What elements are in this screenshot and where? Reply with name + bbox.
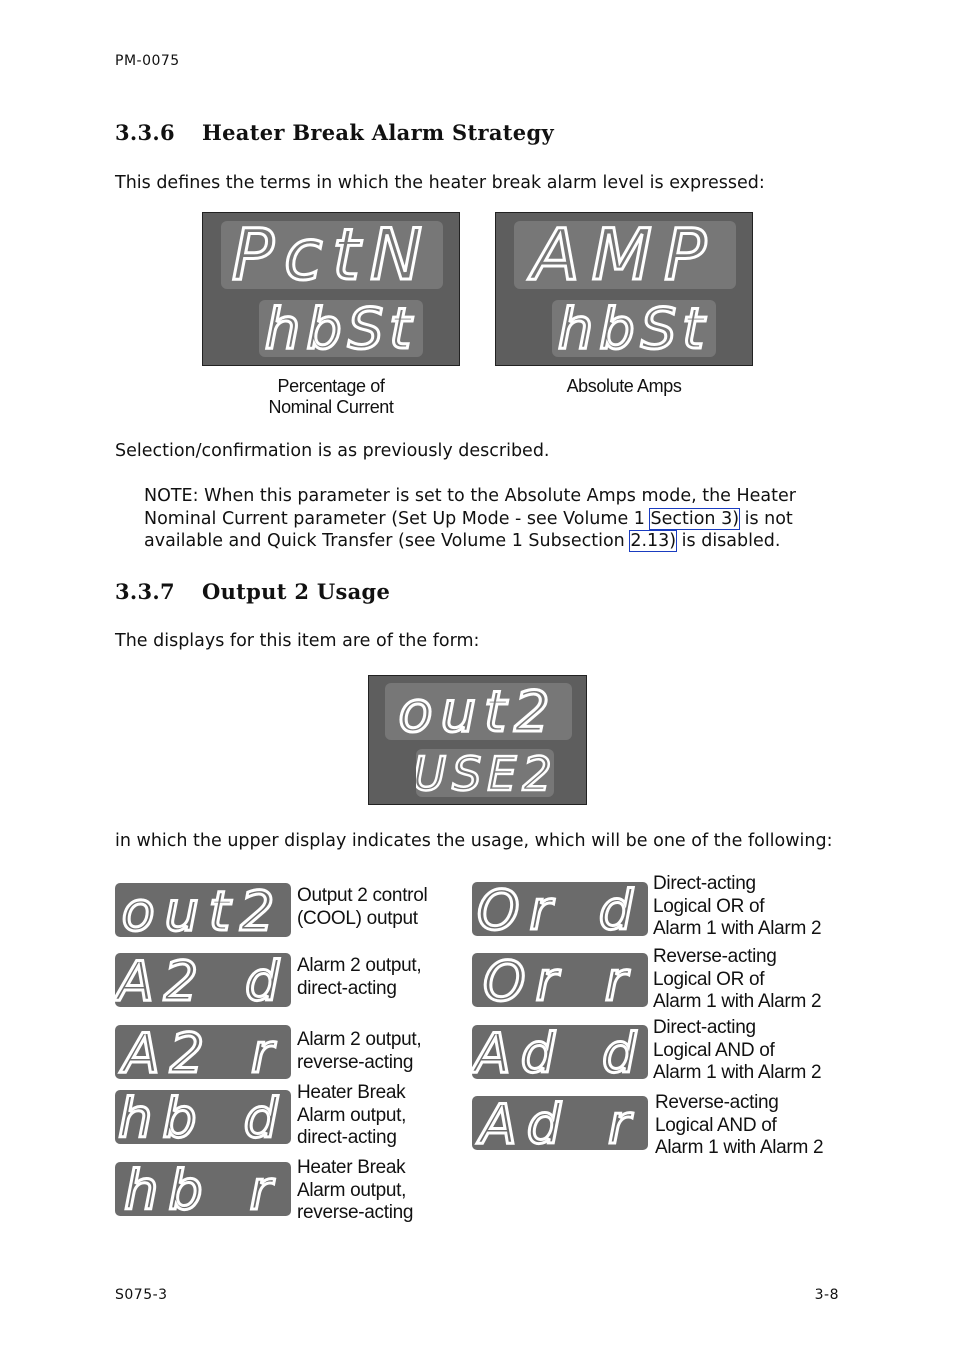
upper-display-window	[221, 221, 443, 289]
description-line: reverse-acting	[297, 1051, 414, 1073]
seven-segment-readout	[416, 749, 554, 797]
description-line: Logical OR of	[653, 968, 765, 990]
code-chip-a2-r	[115, 1025, 291, 1079]
description-line: (COOL) output	[297, 907, 418, 929]
section-number: 3.3.6	[115, 120, 175, 145]
description-line: Logical AND of	[655, 1114, 777, 1136]
section-title: Heater Break Alarm Strategy	[202, 120, 554, 145]
note-text: NOTE: When this parameter is set to the Absolute Amps mode, the Heater Nominal Current parameter (Set Up Mode - see Volume 1	[144, 486, 796, 529]
code-chip-or-d	[472, 882, 648, 936]
note-paragraph	[144, 485, 814, 553]
section-intro-paragraph: The displays for this item are of the form:	[115, 631, 480, 651]
upper-display-window	[385, 683, 572, 740]
option-description	[653, 1017, 821, 1085]
caption-line: Percentage of	[277, 376, 385, 396]
seven-segment-readout	[221, 221, 443, 289]
description-line: Direct-acting	[653, 873, 756, 894]
lower-display-window	[416, 749, 554, 797]
option-description	[653, 946, 821, 1014]
display-panel-amp	[495, 212, 753, 366]
description-line: Reverse-acting	[653, 946, 777, 967]
lower-display-text: hbSt	[264, 300, 418, 357]
code-text: Or_r	[483, 953, 637, 1007]
option-description	[653, 873, 821, 941]
display-panel-out2	[368, 675, 587, 805]
code-chip-ad-r	[472, 1096, 648, 1150]
footer-left: S075-3	[115, 1287, 168, 1303]
option-description	[297, 955, 421, 1000]
description-line: Logical AND of	[653, 1039, 775, 1061]
selection-paragraph: Selection/confirmation is as previously described.	[115, 441, 550, 461]
description-line: Alarm 2 output,	[297, 955, 422, 976]
code-text: Ad_d	[473, 1025, 647, 1079]
description-line: Alarm output,	[297, 1179, 407, 1201]
code-chip-a2-d	[115, 953, 291, 1007]
description-line: Alarm 2 output,	[297, 1029, 422, 1050]
display-caption-absolute	[514, 376, 734, 397]
lower-display-text: USE2	[416, 749, 554, 797]
display-caption-percentage	[221, 376, 441, 418]
page-number: 3-8	[814, 1287, 839, 1303]
section-number: 3.3.7	[115, 579, 175, 604]
description-line: Heater Break	[297, 1157, 406, 1178]
seven-segment-readout	[552, 300, 716, 357]
upper-display-text: PctN	[231, 221, 433, 289]
description-line: Alarm 1 with Alarm 2	[653, 1062, 822, 1083]
lower-display-window	[259, 300, 423, 357]
code-text: out2	[121, 883, 285, 937]
code-text: Or_d	[477, 882, 643, 936]
description-line: Alarm 1 with Alarm 2	[653, 991, 822, 1012]
seven-segment-readout	[514, 221, 736, 289]
caption-line: Absolute Amps	[566, 376, 682, 396]
description-line: Alarm 1 with Alarm 2	[653, 918, 822, 939]
description-line: reverse-acting	[297, 1202, 414, 1223]
section-intro-paragraph: This defines the terms in which the heater break alarm level is expressed:	[115, 173, 765, 193]
code-chip-out2	[115, 883, 291, 937]
description-line: Logical OR of	[653, 895, 765, 917]
lower-display-window	[552, 300, 716, 357]
upper-display-text: out2	[398, 683, 558, 740]
display-panel-pctn	[202, 212, 460, 366]
section-heading-336	[115, 120, 554, 145]
description-line: Direct-acting	[653, 1017, 756, 1038]
code-chip-hb-r	[115, 1162, 291, 1216]
description-line: Alarm 1 with Alarm 2	[655, 1137, 824, 1158]
usage-intro-paragraph: in which the upper display indicates the usage, which will be one of the following:	[115, 831, 833, 851]
note-text: is disabled.	[676, 531, 781, 551]
code-chip-hb-d	[115, 1090, 291, 1144]
option-description	[297, 1029, 421, 1074]
code-text: A2_r	[122, 1025, 284, 1079]
section-heading-337	[115, 579, 390, 604]
section-3-link[interactable]: Section 3)	[650, 508, 740, 529]
seven-segment-readout	[385, 683, 572, 740]
option-description	[655, 1092, 823, 1160]
code-chip-or-r	[472, 953, 648, 1007]
description-line: Reverse-acting	[655, 1092, 779, 1113]
option-description	[297, 1082, 406, 1150]
code-text: hb_r	[124, 1162, 282, 1216]
description-line: Alarm output,	[297, 1104, 407, 1126]
option-description	[297, 885, 427, 930]
upper-display-text: AMP	[531, 221, 719, 289]
upper-display-window	[514, 221, 736, 289]
subsection-2-13-link[interactable]: 2.13)	[630, 531, 677, 551]
code-text: hb_d	[118, 1090, 288, 1144]
description-line: direct-acting	[297, 1127, 397, 1148]
code-chip-ad-d	[472, 1025, 648, 1079]
section-title: Output 2 Usage	[202, 579, 391, 604]
code-text: A2_d	[116, 953, 290, 1007]
option-description	[297, 1157, 413, 1225]
lower-display-text: hbSt	[557, 300, 711, 357]
seven-segment-readout	[259, 300, 423, 357]
description-line: direct-acting	[297, 977, 397, 999]
note-text: is not available and Quick Transfer (see Volume 1 Subsection	[144, 508, 793, 551]
description-line: Heater Break	[297, 1082, 406, 1103]
document-id: PM-0075	[115, 53, 180, 69]
caption-line: Nominal Current	[268, 397, 394, 417]
code-text: Ad_r	[479, 1096, 641, 1150]
description-line: Output 2 control	[297, 885, 428, 906]
